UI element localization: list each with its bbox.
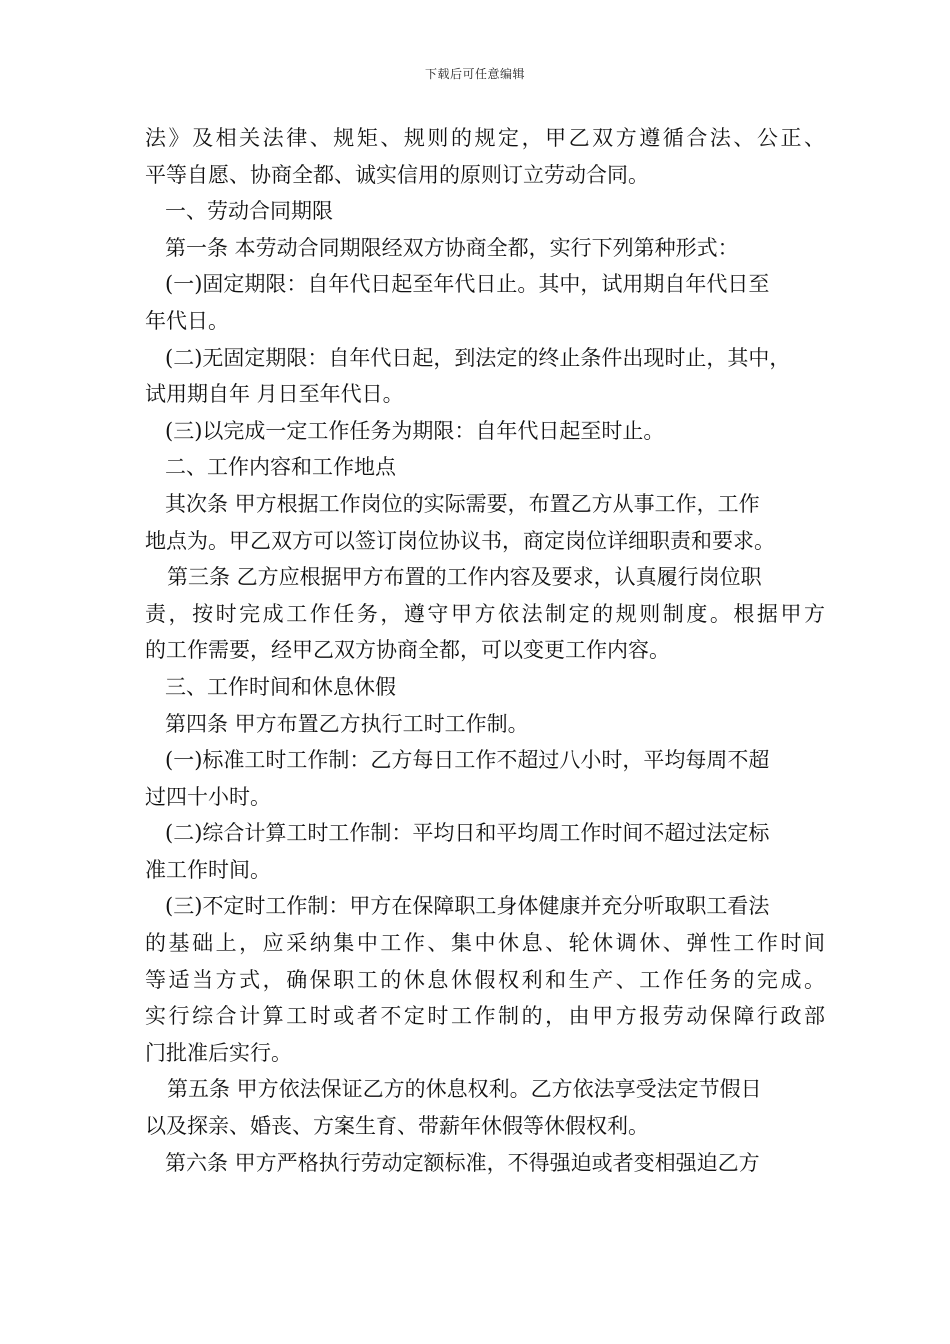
text-line: 平等自愿、协商全都、诚实信用的原则订立劳动合同。 bbox=[145, 162, 649, 187]
text-line: (一)标准工时工作制：乙方每日工作不超过八小时，平均每周不超 bbox=[165, 748, 770, 773]
page-header: 下载后可任意编辑 bbox=[424, 67, 525, 81]
text-line: 试用期自年 月日至年代日。 bbox=[145, 382, 404, 407]
text-line: 其次条 甲方根据工作岗位的实际需要，布置乙方从事工作，工作 bbox=[165, 491, 760, 516]
text-line: 准工作时间。 bbox=[145, 857, 271, 882]
document-body bbox=[145, 120, 825, 1181]
text-line: (一)固定期限：自年代日起至年代日止。其中，试用期自年代日至 bbox=[165, 272, 770, 297]
text-line: 的基础上，应采纳集中工作、集中休息、轮休调休、弹性工作时间 bbox=[145, 931, 825, 956]
text-line: 第一条 本劳动合同期限经双方协商全都，实行下列第种形式： bbox=[165, 235, 739, 260]
text-line: (二)综合计算工时工作制：平均日和平均周工作时间不超过法定标 bbox=[165, 821, 770, 846]
text-line: 第六条 甲方严格执行劳动定额标准，不得强迫或者变相强迫乙方 bbox=[165, 1150, 760, 1175]
text-line: 地点为。甲乙双方可以签订岗位协议书，商定岗位详细职责和要求。 bbox=[145, 528, 775, 553]
text-line: 三、工作时间和休息休假 bbox=[165, 674, 396, 699]
text-line: 二、工作内容和工作地点 bbox=[165, 455, 396, 480]
text-line: 法》及相关法律、规矩、规则的规定，甲乙双方遵循合法、公正、 bbox=[145, 126, 825, 150]
text-line: 实行综合计算工时或者不定时工作制的，由甲方报劳动保障行政部 bbox=[145, 1004, 825, 1029]
text-line: 门批准后实行。 bbox=[145, 1040, 292, 1065]
text-line: 第五条 甲方依法保证乙方的休息权利。乙方依法享受法定节假日 bbox=[167, 1077, 762, 1102]
text-line: 责，按时完成工作任务，遵守甲方依法制定的规则制度。根据甲方 bbox=[145, 601, 825, 626]
text-line: (二)无固定期限：自年代日起，到法定的终止条件出现时止，其中， bbox=[165, 345, 791, 370]
text-line: 以及探亲、婚丧、方案生育、带薪年休假等休假权利。 bbox=[145, 1114, 649, 1139]
text-line: (三)不定时工作制：甲方在保障职工身体健康并充分听取职工看法 bbox=[165, 894, 770, 919]
text-line: 年代日。 bbox=[145, 308, 229, 333]
text-line: 第四条 甲方布置乙方执行工时工作制。 bbox=[165, 711, 529, 736]
text-line: 过四十小时。 bbox=[145, 784, 271, 809]
text-line: 等适当方式，确保职工的休息休假权利和生产、工作任务的完成。 bbox=[145, 967, 825, 992]
text-line: (三)以完成一定工作任务为期限：自年代日起至时止。 bbox=[165, 418, 665, 443]
text-line: 一、劳动合同期限 bbox=[165, 199, 333, 224]
text-line: 第三条 乙方应根据甲方布置的工作内容及要求，认真履行岗位职 bbox=[167, 565, 762, 590]
text-line: 的工作需要，经甲乙双方协商全都，可以变更工作内容。 bbox=[145, 638, 670, 663]
